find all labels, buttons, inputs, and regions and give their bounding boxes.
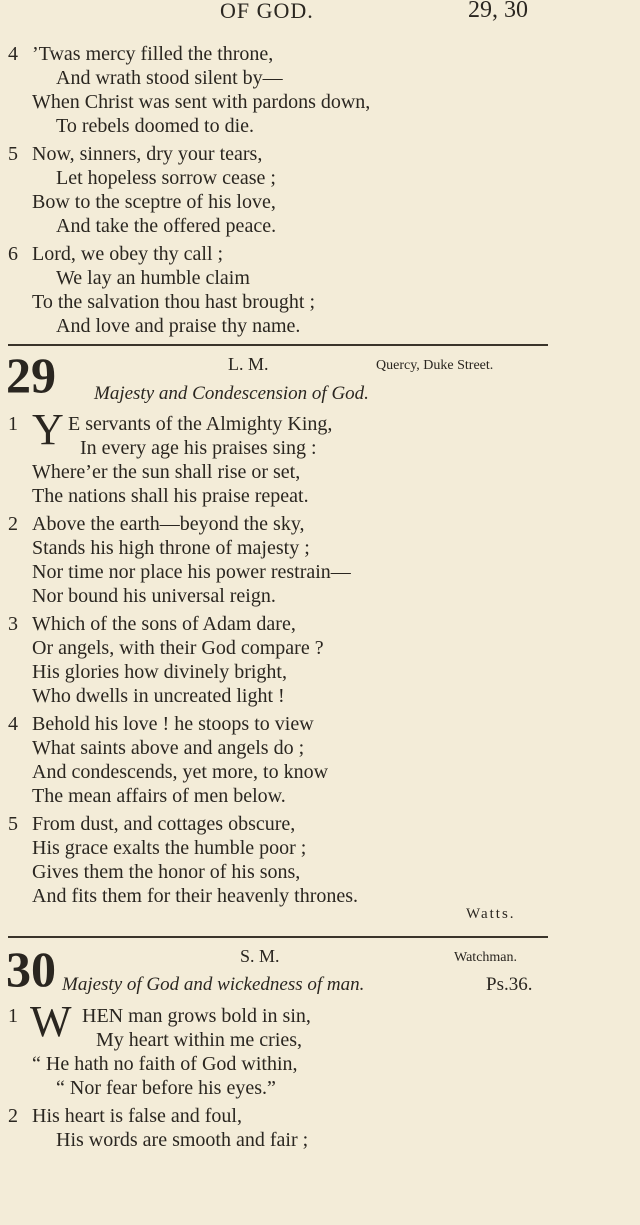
verse-line: From dust, and cottages obscure, xyxy=(32,813,296,835)
verse-line: Which of the sons of Adam dare, xyxy=(32,613,296,635)
verse-number: 2 xyxy=(8,513,18,535)
verse-line: And take the offered peace. xyxy=(56,215,277,237)
verse-line: The nations shall his praise repeat. xyxy=(32,485,309,507)
verse-number: 4 xyxy=(8,713,18,735)
verse-line: Bow to the sceptre of his love, xyxy=(32,191,276,213)
drop-cap: Y xyxy=(32,405,64,454)
verse-line: And condescends, yet more, to know xyxy=(32,761,329,783)
verse-line: When Christ was sent with pardons down, xyxy=(32,91,371,113)
verse-line: His glories how divinely bright, xyxy=(32,661,287,683)
verse-line: Gives them the honor of his sons, xyxy=(32,861,301,883)
hymn-subtitle: Majesty of God and wickedness of man. xyxy=(62,974,365,995)
verse-line: Where’er the sun shall rise or set, xyxy=(32,461,301,483)
verse-number: 3 xyxy=(8,613,18,635)
verse-number: 6 xyxy=(8,243,18,265)
verse-line: “ Nor fear before his eyes.” xyxy=(56,1077,276,1099)
verse-line: HEN man grows bold in sin, xyxy=(82,1005,311,1027)
verse-line: To rebels doomed to die. xyxy=(56,115,254,137)
verse-line: My heart within me cries, xyxy=(96,1029,303,1051)
verse-number: 4 xyxy=(8,43,18,65)
scripture-reference: Ps.36. xyxy=(486,974,533,995)
verse-line: We lay an humble claim xyxy=(56,267,250,289)
hymn-tune: Watchman. xyxy=(454,950,518,965)
verse-line: And love and praise thy name. xyxy=(56,315,301,337)
verse-line: His grace exalts the humble poor ; xyxy=(32,837,307,859)
hymn-subtitle: Majesty and Condescension of God. xyxy=(94,383,369,404)
section-divider xyxy=(8,936,548,938)
verse-line: Lord, we obey thy call ; xyxy=(32,243,224,265)
hymn-number: 30 xyxy=(6,941,56,997)
verse-line: The mean affairs of men below. xyxy=(32,785,286,807)
section-divider xyxy=(8,344,548,346)
verse-line: What saints above and angels do ; xyxy=(32,737,305,759)
verse-line: And wrath stood silent by— xyxy=(56,67,283,89)
verse-line: Behold his love ! he stoops to view xyxy=(32,713,314,735)
hymn-author: Watts. xyxy=(466,906,516,922)
running-header-title: OF GOD. xyxy=(220,0,314,23)
verse-number: 5 xyxy=(8,813,18,835)
verse-line: Or angels, with their God compare ? xyxy=(32,637,324,659)
hymn-number: 29 xyxy=(6,347,56,403)
hymn-tune: Quercy, Duke Street. xyxy=(376,358,494,373)
verse-line: Stands his high throne of majesty ; xyxy=(32,537,310,559)
verse-line: Above the earth—beyond the sky, xyxy=(32,513,305,535)
verse-number: 1 xyxy=(8,1005,18,1027)
verse-line: His heart is false and foul, xyxy=(32,1105,242,1127)
verse-line: And fits them for their heavenly thrones. xyxy=(32,885,359,907)
hymn-meter: L. M. xyxy=(228,354,269,374)
hymn-meter: S. M. xyxy=(240,946,280,966)
verse-line: Now, sinners, dry your tears, xyxy=(32,143,263,165)
verse-line: E servants of the Almighty King, xyxy=(68,413,333,435)
verse-line: Who dwells in uncreated light ! xyxy=(32,685,285,707)
verse-line: Nor time nor place his power restrain— xyxy=(32,561,351,583)
verse-line: Let hopeless sorrow cease ; xyxy=(56,167,276,189)
verse-line: Nor bound his universal reign. xyxy=(32,585,276,607)
verse-line: His words are smooth and fair ; xyxy=(56,1129,309,1151)
drop-cap: W xyxy=(30,997,72,1046)
verse-line: ’Twas mercy filled the throne, xyxy=(32,43,274,65)
verse-line: “ He hath no faith of God within, xyxy=(32,1053,298,1075)
verse-number: 1 xyxy=(8,413,18,435)
verse-number: 2 xyxy=(8,1105,18,1127)
verse-number: 5 xyxy=(8,143,18,165)
running-header-hymn-numbers: 29, 30 xyxy=(468,0,528,23)
verse-line: To the salvation thou hast brought ; xyxy=(32,291,316,313)
verse-line: In every age his praises sing : xyxy=(80,437,317,459)
